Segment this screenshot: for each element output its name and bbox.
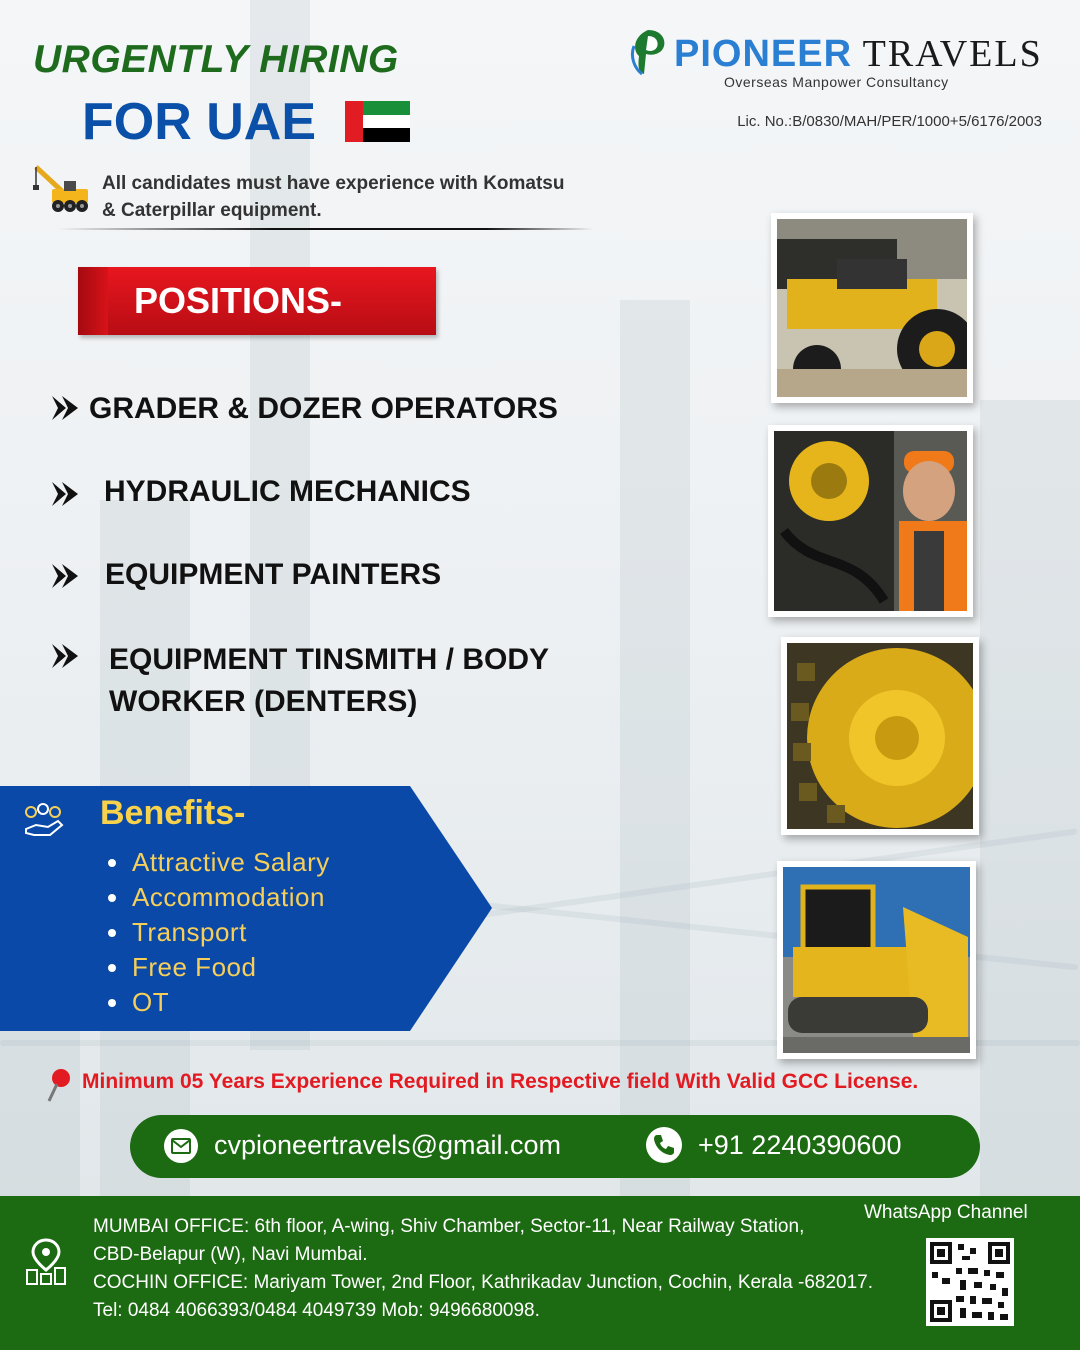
minimum-experience-notice: Minimum 05 Years Experience Required in Respective field With Valid GCC License. — [82, 1070, 919, 1093]
benefits-list — [106, 845, 330, 1020]
license-number: Lic. No.:B/0830/MAH/PER/1000+5/6176/2003 — [737, 113, 1042, 130]
background-building — [980, 400, 1080, 1200]
position-item: HYDRAULIC MECHANICS — [104, 475, 471, 508]
pioneer-leaf-icon — [628, 26, 670, 78]
benefits-title: Benefits- — [100, 794, 246, 832]
company-logo — [628, 24, 1048, 94]
benefit-item: OT — [106, 985, 330, 1020]
position-item — [109, 639, 549, 723]
requirement-line1: All candidates must have experience with Komatsu — [102, 173, 565, 194]
qr-code-icon[interactable] — [926, 1238, 1014, 1326]
pushpin-icon — [46, 1068, 72, 1104]
position-item-line1: EQUIPMENT TINSMITH / BODY — [109, 643, 550, 676]
position-item-line2: WORKER (DENTERS) — [109, 685, 418, 718]
phone-link[interactable]: +91 2240390600 — [698, 1130, 902, 1160]
positions-title: POSITIONS- — [134, 280, 343, 321]
brand-tagline: Overseas Manpower Consultancy — [724, 74, 949, 90]
benefit-item: Accommodation — [106, 880, 330, 915]
divider — [58, 228, 593, 230]
benefit-item: Free Food — [106, 950, 330, 985]
chevron-right-icon — [50, 563, 80, 589]
chevron-right-icon — [50, 395, 80, 421]
address-line: Tel: 0484 4066393/0484 4049739 Mob: 9496680098. — [93, 1300, 540, 1321]
brand-name-part2: TRAVELS — [862, 33, 1043, 75]
brand-name-part1: PIONEER — [674, 33, 853, 75]
office-addresses — [93, 1213, 913, 1325]
dozer-photo — [777, 861, 976, 1059]
background-building — [620, 300, 690, 1200]
crane-icon — [30, 163, 92, 215]
position-item: EQUIPMENT PAINTERS — [105, 558, 442, 591]
email-link[interactable]: cvpioneertravels@gmail.com — [214, 1130, 562, 1160]
brand-name — [674, 32, 1043, 76]
experience-requirement — [102, 170, 662, 224]
location-icon — [23, 1238, 69, 1286]
email-icon — [163, 1128, 199, 1164]
grader-photo — [771, 213, 973, 403]
benefit-item: Transport — [106, 915, 330, 950]
benefit-item: Attractive Salary — [106, 845, 330, 880]
for-uae-heading: FOR UAE — [82, 93, 316, 151]
address-line: MUMBAI OFFICE: 6th floor, A-wing, Shiv Chamber, Sector-11, Near Railway Station, — [93, 1216, 805, 1237]
address-line: COCHIN OFFICE: Mariyam Tower, 2nd Floor, Kathrikadav Junction, Cochin, Kerala -682017. — [93, 1272, 874, 1293]
benefits-hand-icon — [22, 803, 64, 839]
urgent-hiring-heading: URGENTLY HIRING — [33, 38, 399, 81]
mechanic-photo — [768, 425, 973, 617]
requirement-line2: & Caterpillar equipment. — [102, 200, 322, 221]
phone-icon — [645, 1126, 683, 1164]
chevron-right-icon — [50, 481, 80, 507]
whatsapp-channel-label: WhatsApp Channel — [864, 1202, 1028, 1223]
position-item: GRADER & DOZER OPERATORS — [89, 392, 558, 425]
address-line: CBD-Belapur (W), Navi Mumbai. — [93, 1244, 368, 1265]
uae-flag-icon — [345, 101, 410, 142]
compactor-wheel-photo — [781, 637, 979, 835]
chevron-right-icon — [50, 643, 80, 669]
